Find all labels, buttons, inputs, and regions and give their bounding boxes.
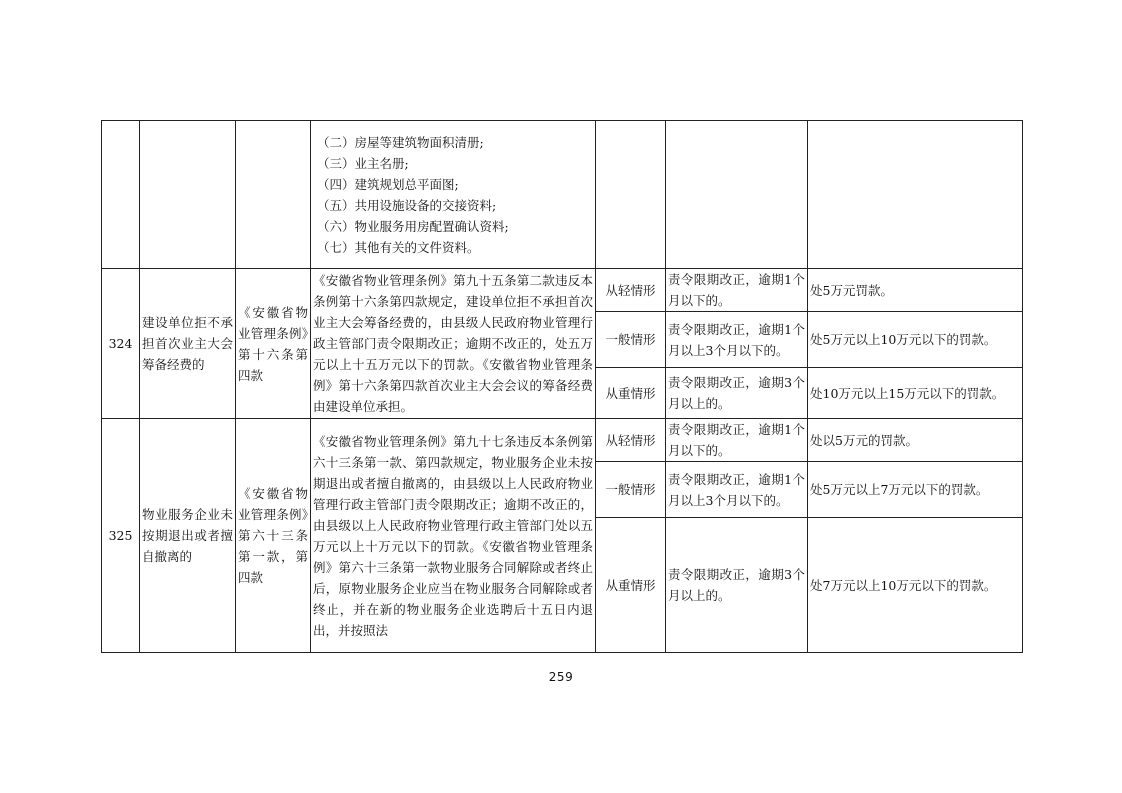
list-item: （七）其他有关的文件资料。 xyxy=(317,239,480,255)
provision-text: 《安徽省物业管理条例》第九十五条第二款违反本条例第十六条第四款规定，建设单位拒不承担首次业主大会筹备经费的，由县级人民政府物业管理行政主管部门责令限期改正；逾期不改正的，处五万元以上十五万元以下的罚款。《安徽省物业管理条例》第十六条第四款首次业主大会会议的筹备经费由建设单位承担。 xyxy=(311,269,596,419)
circumstance-text: 责令限期改正，逾期1个月以下的。 xyxy=(666,419,808,462)
penalty-text: 处5万元以上10万元以下的罚款。 xyxy=(808,312,1023,368)
level-label: 从重情形 xyxy=(596,518,666,653)
circumstance-text: 责令限期改正，逾期3个月以上的。 xyxy=(666,518,808,653)
violation-item: 物业服务企业未按期退出或者擅自撤离的 xyxy=(140,419,236,653)
level-label: 从轻情形 xyxy=(596,419,666,462)
penalty-text: 处5万元以上7万元以下的罚款。 xyxy=(808,462,1023,518)
penalty-cell xyxy=(808,121,1023,269)
level-label: 一般情形 xyxy=(596,462,666,518)
provision-text: 《安徽省物业管理条例》第九十七条违反本条例第六十三条第一款、第四款规定，物业服务企业未按期退出或者擅自撤离的，由县级以上人民政府物业管理行政主管部门责令限期改正；逾期不改正的，由县级以上人民政府物业管理行政主管部门处以五万元以上十万元以下的罚款。《安徽省物业管理条例》第六十三条第一款物业服务合同解除或者终止后，原物业服务企业应当在物业服务合同解除或者终止，并在新的物业服务企业选聘后十五日内退出，并按照法 xyxy=(311,419,596,653)
list-item: （二）房屋等建筑物面积清册; xyxy=(317,134,484,150)
item-cell xyxy=(140,121,236,269)
penalty-standard-table xyxy=(101,120,1023,653)
legal-basis: 《安徽省物业管理条例》第十六条第四款 xyxy=(236,269,311,419)
list-item: （三）业主名册; xyxy=(317,155,409,171)
item-number: 324 xyxy=(102,269,140,419)
penalty-text: 处5万元罚款。 xyxy=(808,269,1023,312)
level-label: 从重情形 xyxy=(596,368,666,419)
penalty-text: 处7万元以上10万元以下的罚款。 xyxy=(808,518,1023,653)
circumstance-text: 责令限期改正，逾期1个月以上3个月以下的。 xyxy=(666,312,808,368)
circumstance-text: 责令限期改正，逾期3个月以上的。 xyxy=(666,368,808,419)
basis-cell xyxy=(236,121,311,269)
violation-item: 建设单位拒不承担首次业主大会筹备经费的 xyxy=(140,269,236,419)
list-item: （四）建筑规划总平面图; xyxy=(317,176,459,192)
level-label: 从轻情形 xyxy=(596,269,666,312)
table-row xyxy=(102,269,1023,312)
list-item: （五）共用设施设备的交接资料; xyxy=(317,197,497,213)
list-item: （六）物业服务用房配置确认资料; xyxy=(317,218,509,234)
table-row xyxy=(102,419,1023,462)
no-cell xyxy=(102,121,140,269)
item-number: 325 xyxy=(102,419,140,653)
level-cell xyxy=(596,121,666,269)
circumstance-text: 责令限期改正，逾期1个月以上3个月以下的。 xyxy=(666,462,808,518)
circumstance-cell xyxy=(666,121,808,269)
provision-cell xyxy=(311,121,596,269)
penalty-text: 处10万元以上15万元以下的罚款。 xyxy=(808,368,1023,419)
page-number: 259 xyxy=(548,670,574,684)
penalty-text: 处以5万元的罚款。 xyxy=(808,419,1023,462)
level-label: 一般情形 xyxy=(596,312,666,368)
legal-basis: 《安徽省物业管理条例》第六十三条第一款，第四款 xyxy=(236,419,311,653)
circumstance-text: 责令限期改正，逾期1个月以下的。 xyxy=(666,269,808,312)
table-row-continuation xyxy=(102,121,1023,269)
